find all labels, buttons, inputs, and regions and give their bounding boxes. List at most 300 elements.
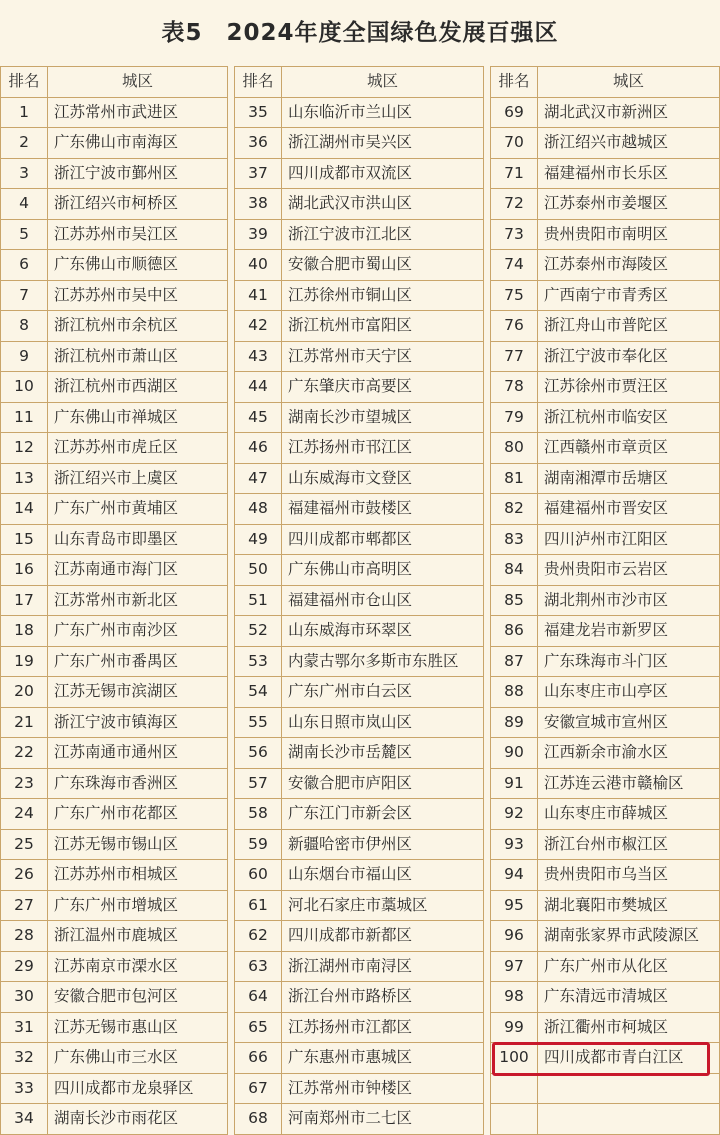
city-cell: 浙江湖州市南浔区	[282, 951, 484, 982]
rank-cell: 22	[1, 738, 48, 769]
city-cell: 江苏徐州市贾汪区	[538, 372, 720, 403]
rank-cell: 84	[491, 555, 538, 586]
rank-cell: 71	[491, 158, 538, 189]
rank-cell: 85	[491, 585, 538, 616]
city-cell: 江西赣州市章贡区	[538, 433, 720, 464]
rank-cell: 54	[235, 677, 282, 708]
ranking-table-1	[0, 66, 228, 1135]
city-cell: 广东清远市清城区	[538, 982, 720, 1013]
city-cell: 湖北武汉市新洲区	[538, 97, 720, 128]
city-cell: 浙江绍兴市柯桥区	[48, 189, 228, 220]
city-cell: 浙江宁波市镇海区	[48, 707, 228, 738]
table-row	[235, 463, 484, 494]
rank-cell: 79	[491, 402, 538, 433]
city-cell: 河北石家庄市藁城区	[282, 890, 484, 921]
rank-cell: 7	[1, 280, 48, 311]
city-header: 城区	[48, 67, 228, 98]
rank-cell: 33	[1, 1073, 48, 1104]
rank-cell: 23	[1, 768, 48, 799]
city-cell: 湖南湘潭市岳塘区	[538, 463, 720, 494]
rank-cell: 14	[1, 494, 48, 525]
city-cell: 贵州贵阳市云岩区	[538, 555, 720, 586]
city-cell: 浙江绍兴市上虞区	[48, 463, 228, 494]
table-row	[1, 97, 228, 128]
city-cell: 江苏南京市溧水区	[48, 951, 228, 982]
city-cell: 江苏徐州市铜山区	[282, 280, 484, 311]
table-row	[491, 372, 720, 403]
city-cell: 安徽合肥市蜀山区	[282, 250, 484, 281]
table-row	[235, 1012, 484, 1043]
table-row	[235, 1104, 484, 1135]
city-cell: 浙江杭州市余杭区	[48, 311, 228, 342]
table-row	[1, 372, 228, 403]
rank-cell: 27	[1, 890, 48, 921]
rank-cell: 13	[1, 463, 48, 494]
rank-cell: 65	[235, 1012, 282, 1043]
table-row	[235, 829, 484, 860]
table-row	[1, 616, 228, 647]
city-cell: 江苏扬州市江都区	[282, 1012, 484, 1043]
city-cell: 福建福州市晋安区	[538, 494, 720, 525]
table-row	[1, 738, 228, 769]
rank-cell: 29	[1, 951, 48, 982]
city-cell: 安徽宣城市宣州区	[538, 707, 720, 738]
table-row	[491, 1104, 720, 1135]
rank-header: 排名	[235, 67, 282, 98]
table-row	[1, 1104, 228, 1135]
table-row	[1, 585, 228, 616]
city-header: 城区	[282, 67, 484, 98]
rank-cell: 83	[491, 524, 538, 555]
table-row	[1, 189, 228, 220]
rank-cell: 18	[1, 616, 48, 647]
rank-cell: 5	[1, 219, 48, 250]
rank-cell: 76	[491, 311, 538, 342]
table-row	[491, 97, 720, 128]
city-cell	[538, 1073, 720, 1104]
city-cell: 山东烟台市福山区	[282, 860, 484, 891]
table-row	[491, 738, 720, 769]
city-cell: 山东枣庄市山亭区	[538, 677, 720, 708]
rank-cell: 72	[491, 189, 538, 220]
city-cell: 江苏南通市通州区	[48, 738, 228, 769]
city-cell: 浙江湖州市吴兴区	[282, 128, 484, 159]
table-row	[235, 494, 484, 525]
rank-cell: 51	[235, 585, 282, 616]
city-cell: 江苏无锡市惠山区	[48, 1012, 228, 1043]
rank-cell: 68	[235, 1104, 282, 1135]
city-cell: 浙江宁波市奉化区	[538, 341, 720, 372]
table-row	[235, 524, 484, 555]
rank-cell: 19	[1, 646, 48, 677]
city-cell: 江苏无锡市锡山区	[48, 829, 228, 860]
table-row	[491, 524, 720, 555]
table-row	[1, 768, 228, 799]
table-row	[491, 311, 720, 342]
table-row	[235, 1073, 484, 1104]
table-row	[491, 341, 720, 372]
rank-cell: 86	[491, 616, 538, 647]
rank-cell: 81	[491, 463, 538, 494]
city-cell: 江苏南通市海门区	[48, 555, 228, 586]
rank-cell: 90	[491, 738, 538, 769]
rank-cell: 58	[235, 799, 282, 830]
table-row	[1, 921, 228, 952]
table-row	[1, 311, 228, 342]
table-row	[235, 1043, 484, 1074]
table-row	[1, 1012, 228, 1043]
table-row	[491, 1073, 720, 1104]
table-row	[491, 433, 720, 464]
city-cell: 安徽合肥市庐阳区	[282, 768, 484, 799]
rank-cell: 64	[235, 982, 282, 1013]
city-cell: 江苏常州市钟楼区	[282, 1073, 484, 1104]
city-cell: 广东肇庆市高要区	[282, 372, 484, 403]
rank-header: 排名	[1, 67, 48, 98]
rank-cell: 89	[491, 707, 538, 738]
table-row	[235, 189, 484, 220]
table-row	[1, 219, 228, 250]
rank-cell: 47	[235, 463, 282, 494]
city-cell: 浙江衢州市柯城区	[538, 1012, 720, 1043]
city-cell: 四川成都市青白江区	[538, 1043, 720, 1074]
city-cell: 浙江杭州市西湖区	[48, 372, 228, 403]
rank-cell: 97	[491, 951, 538, 982]
table-row	[1, 829, 228, 860]
city-cell: 浙江杭州市萧山区	[48, 341, 228, 372]
rank-cell: 42	[235, 311, 282, 342]
table-row	[235, 280, 484, 311]
table-row	[491, 250, 720, 281]
table-row	[1, 646, 228, 677]
city-cell: 江苏苏州市吴江区	[48, 219, 228, 250]
city-cell: 四川成都市新都区	[282, 921, 484, 952]
city-cell: 四川成都市双流区	[282, 158, 484, 189]
table-row	[491, 982, 720, 1013]
rank-cell: 41	[235, 280, 282, 311]
table-row	[1, 890, 228, 921]
table-row	[235, 707, 484, 738]
table-row	[1, 982, 228, 1013]
city-cell: 浙江宁波市江北区	[282, 219, 484, 250]
table-row	[1, 280, 228, 311]
city-cell: 江苏常州市天宁区	[282, 341, 484, 372]
rank-cell: 63	[235, 951, 282, 982]
table-row	[235, 890, 484, 921]
rank-cell: 92	[491, 799, 538, 830]
table-row	[235, 250, 484, 281]
rank-cell: 20	[1, 677, 48, 708]
table-row	[491, 219, 720, 250]
table-row	[235, 799, 484, 830]
rank-cell: 30	[1, 982, 48, 1013]
table-row	[235, 646, 484, 677]
rank-cell: 82	[491, 494, 538, 525]
rank-cell: 95	[491, 890, 538, 921]
table-row	[235, 433, 484, 464]
rank-cell: 88	[491, 677, 538, 708]
table-row	[491, 707, 720, 738]
city-cell: 江苏苏州市虎丘区	[48, 433, 228, 464]
rank-cell: 80	[491, 433, 538, 464]
city-cell: 广东惠州市惠城区	[282, 1043, 484, 1074]
table-row	[1, 433, 228, 464]
city-cell: 广东广州市黄埔区	[48, 494, 228, 525]
rank-cell: 1	[1, 97, 48, 128]
city-cell: 四川泸州市江阳区	[538, 524, 720, 555]
city-cell: 湖南长沙市望城区	[282, 402, 484, 433]
table-row	[1, 1043, 228, 1074]
city-cell: 浙江温州市鹿城区	[48, 921, 228, 952]
city-cell: 广东佛山市禅城区	[48, 402, 228, 433]
rank-cell: 31	[1, 1012, 48, 1043]
table-row	[1, 799, 228, 830]
city-cell: 广东广州市从化区	[538, 951, 720, 982]
city-cell: 江苏常州市武进区	[48, 97, 228, 128]
rank-cell: 38	[235, 189, 282, 220]
table-row	[1, 128, 228, 159]
table-row	[491, 494, 720, 525]
table-row	[235, 158, 484, 189]
rank-cell: 61	[235, 890, 282, 921]
city-header: 城区	[538, 67, 720, 98]
table-row	[235, 97, 484, 128]
city-cell: 内蒙古鄂尔多斯市东胜区	[282, 646, 484, 677]
table-row	[1, 1073, 228, 1104]
rank-cell: 87	[491, 646, 538, 677]
rank-cell: 36	[235, 128, 282, 159]
rank-cell: 69	[491, 97, 538, 128]
rank-cell: 48	[235, 494, 282, 525]
city-cell: 四川成都市龙泉驿区	[48, 1073, 228, 1104]
city-cell: 浙江绍兴市越城区	[538, 128, 720, 159]
city-cell: 江苏无锡市滨湖区	[48, 677, 228, 708]
city-cell: 福建龙岩市新罗区	[538, 616, 720, 647]
rank-cell: 44	[235, 372, 282, 403]
city-cell: 湖北荆州市沙市区	[538, 585, 720, 616]
table-row	[235, 372, 484, 403]
city-cell: 河南郑州市二七区	[282, 1104, 484, 1135]
city-cell: 广东珠海市斗门区	[538, 646, 720, 677]
table-row	[235, 585, 484, 616]
table-row	[235, 402, 484, 433]
rank-cell: 70	[491, 128, 538, 159]
table-row	[491, 829, 720, 860]
city-cell: 山东威海市文登区	[282, 463, 484, 494]
rank-cell: 46	[235, 433, 282, 464]
table-row	[491, 921, 720, 952]
table-row	[491, 646, 720, 677]
table-row	[491, 890, 720, 921]
rank-cell: 32	[1, 1043, 48, 1074]
rank-cell: 4	[1, 189, 48, 220]
city-cell: 福建福州市仓山区	[282, 585, 484, 616]
rank-cell: 73	[491, 219, 538, 250]
rank-cell: 91	[491, 768, 538, 799]
rank-cell: 56	[235, 738, 282, 769]
rank-cell: 25	[1, 829, 48, 860]
city-cell: 广东佛山市高明区	[282, 555, 484, 586]
city-cell: 广东江门市新会区	[282, 799, 484, 830]
table-row	[1, 158, 228, 189]
rank-cell: 67	[235, 1073, 282, 1104]
table-row	[491, 280, 720, 311]
city-cell: 广东佛山市三水区	[48, 1043, 228, 1074]
highlight-box-rank-100	[492, 1042, 710, 1076]
rank-cell: 53	[235, 646, 282, 677]
table-row	[491, 158, 720, 189]
table-row	[491, 951, 720, 982]
table-row	[491, 402, 720, 433]
table-row	[1, 463, 228, 494]
table-row	[491, 616, 720, 647]
city-cell: 湖北襄阳市樊城区	[538, 890, 720, 921]
ranking-table-3	[490, 66, 720, 1135]
rank-cell: 78	[491, 372, 538, 403]
rank-cell: 39	[235, 219, 282, 250]
city-cell: 江西新余市渝水区	[538, 738, 720, 769]
rank-cell: 8	[1, 311, 48, 342]
table-row	[491, 768, 720, 799]
table-row	[491, 189, 720, 220]
rank-cell: 59	[235, 829, 282, 860]
city-cell: 贵州贵阳市南明区	[538, 219, 720, 250]
table-row	[1, 677, 228, 708]
city-cell: 浙江杭州市临安区	[538, 402, 720, 433]
table-row	[235, 768, 484, 799]
rank-cell: 10	[1, 372, 48, 403]
city-cell: 江苏泰州市姜堰区	[538, 189, 720, 220]
rank-cell: 12	[1, 433, 48, 464]
rank-cell: 96	[491, 921, 538, 952]
rank-cell: 9	[1, 341, 48, 372]
rank-cell: 2	[1, 128, 48, 159]
city-cell: 山东威海市环翠区	[282, 616, 484, 647]
city-cell: 广东佛山市南海区	[48, 128, 228, 159]
city-cell: 安徽合肥市包河区	[48, 982, 228, 1013]
rank-cell: 6	[1, 250, 48, 281]
table-row	[235, 128, 484, 159]
ranking-tables	[0, 66, 720, 1135]
table-row	[491, 799, 720, 830]
table-row	[1, 860, 228, 891]
table-row	[235, 738, 484, 769]
table-row	[491, 677, 720, 708]
city-cell: 湖南长沙市雨花区	[48, 1104, 228, 1135]
table-row	[1, 555, 228, 586]
city-cell: 山东枣庄市薛城区	[538, 799, 720, 830]
rank-cell: 57	[235, 768, 282, 799]
rank-cell: 99	[491, 1012, 538, 1043]
city-cell: 福建福州市鼓楼区	[282, 494, 484, 525]
rank-cell: 17	[1, 585, 48, 616]
rank-cell	[491, 1073, 538, 1104]
city-cell: 山东临沂市兰山区	[282, 97, 484, 128]
rank-cell: 94	[491, 860, 538, 891]
city-cell: 浙江杭州市富阳区	[282, 311, 484, 342]
city-cell: 江苏扬州市邗江区	[282, 433, 484, 464]
rank-cell: 60	[235, 860, 282, 891]
table-row	[1, 494, 228, 525]
city-cell: 广东佛山市顺德区	[48, 250, 228, 281]
city-cell: 江苏苏州市相城区	[48, 860, 228, 891]
city-cell: 湖南长沙市岳麓区	[282, 738, 484, 769]
city-cell: 浙江台州市路桥区	[282, 982, 484, 1013]
city-cell: 浙江舟山市普陀区	[538, 311, 720, 342]
rank-cell: 34	[1, 1104, 48, 1135]
rank-cell: 26	[1, 860, 48, 891]
city-cell: 新疆哈密市伊州区	[282, 829, 484, 860]
city-cell: 山东日照市岚山区	[282, 707, 484, 738]
city-cell: 浙江台州市椒江区	[538, 829, 720, 860]
city-cell: 福建福州市长乐区	[538, 158, 720, 189]
table-row	[1, 951, 228, 982]
rank-cell: 35	[235, 97, 282, 128]
table-row	[1, 250, 228, 281]
rank-cell	[491, 1104, 538, 1135]
rank-header: 排名	[491, 67, 538, 98]
table-row	[1, 524, 228, 555]
table-row	[235, 616, 484, 647]
table-row	[235, 982, 484, 1013]
rank-cell: 15	[1, 524, 48, 555]
city-cell: 广东广州市南沙区	[48, 616, 228, 647]
city-cell: 江苏连云港市赣榆区	[538, 768, 720, 799]
table-row	[491, 128, 720, 159]
city-cell: 广东广州市增城区	[48, 890, 228, 921]
table-row	[1, 707, 228, 738]
table-row	[491, 555, 720, 586]
table-row	[1, 341, 228, 372]
rank-cell: 77	[491, 341, 538, 372]
rank-cell: 75	[491, 280, 538, 311]
city-cell: 江苏泰州市海陵区	[538, 250, 720, 281]
table-row	[491, 860, 720, 891]
table-row	[235, 921, 484, 952]
rank-cell: 45	[235, 402, 282, 433]
city-cell: 山东青岛市即墨区	[48, 524, 228, 555]
rank-cell: 52	[235, 616, 282, 647]
table-row	[235, 311, 484, 342]
rank-cell: 55	[235, 707, 282, 738]
table-row	[491, 585, 720, 616]
city-cell: 江苏苏州市吴中区	[48, 280, 228, 311]
table-row	[235, 951, 484, 982]
rank-cell: 16	[1, 555, 48, 586]
table-row	[235, 341, 484, 372]
rank-cell: 66	[235, 1043, 282, 1074]
city-cell: 江苏常州市新北区	[48, 585, 228, 616]
city-cell: 湖北武汉市洪山区	[282, 189, 484, 220]
city-cell: 广东广州市花都区	[48, 799, 228, 830]
city-cell: 广东珠海市香洲区	[48, 768, 228, 799]
table-row	[235, 677, 484, 708]
ranking-table-2	[234, 66, 484, 1135]
table-title: 表5 2024年度全国绿色发展百强区	[161, 20, 559, 46]
table-row	[235, 219, 484, 250]
city-cell: 广东广州市番禺区	[48, 646, 228, 677]
rank-cell: 74	[491, 250, 538, 281]
rank-cell: 11	[1, 402, 48, 433]
table-row	[491, 463, 720, 494]
rank-cell: 28	[1, 921, 48, 952]
rank-cell: 40	[235, 250, 282, 281]
rank-cell: 100	[491, 1043, 538, 1074]
rank-cell: 37	[235, 158, 282, 189]
city-cell: 湖南张家界市武陵源区	[538, 921, 720, 952]
city-cell: 浙江宁波市鄞州区	[48, 158, 228, 189]
city-cell: 广东广州市白云区	[282, 677, 484, 708]
